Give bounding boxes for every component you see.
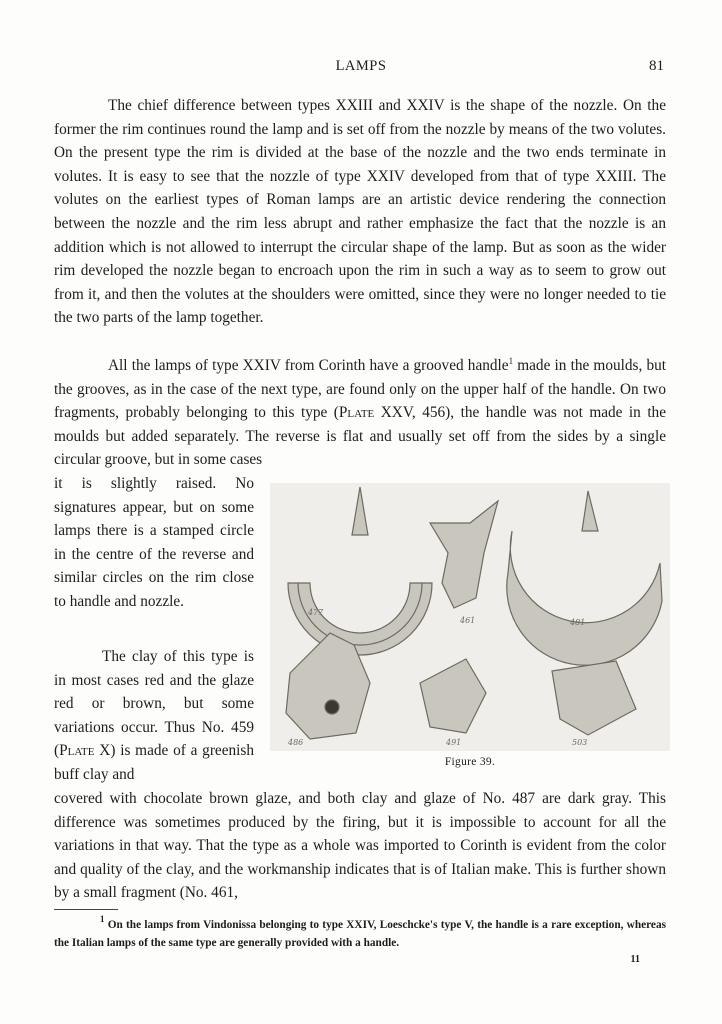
paragraph-2-part1: All the lamps of type XXIV from Corinth have a grooved handle <box>108 357 509 374</box>
fragment-461 <box>430 501 498 608</box>
footnote <box>54 916 666 952</box>
footnote-reference: 1 <box>508 356 514 366</box>
paragraph-3-column <box>54 645 254 787</box>
paragraph-3-continuation <box>54 787 666 905</box>
footnote-marker: 1 <box>100 914 105 924</box>
plate-reference: Plate <box>338 404 375 422</box>
fragment-label: 491 <box>446 738 462 747</box>
figure-39 <box>270 483 670 751</box>
signature-mark: 11 <box>630 954 640 965</box>
fragment-491 <box>420 659 486 733</box>
paragraph-2-part2: made in the moulds, but the grooves, as in the case of the next type, are found only on the upper half of the handle. On two fragments, probably belonging to this type ( <box>54 357 666 422</box>
paragraph-2 <box>54 354 666 472</box>
paragraph-3-column-text <box>54 645 254 787</box>
lamp-fragments-photo <box>270 483 670 751</box>
fragment-label: 503 <box>572 738 588 747</box>
paragraph-3-part1: The clay of this type is in most cases red and the glaze red or brown, but some variations occur. Thus No. 459 ( <box>54 648 254 760</box>
page-number: 81 <box>649 58 664 74</box>
paragraph-3-part2: X) is made of a greenish buff clay and <box>54 742 254 783</box>
running-title: LAMPS <box>335 58 387 74</box>
fragment-label: 486 <box>288 738 304 747</box>
paragraph-1 <box>54 94 666 330</box>
paragraph-3-continuation-text: covered with chocolate brown glaze, and both clay and glaze of No. 487 are dark gray. This difference was sometimes produced by the firing, but it is impossible to account for all the variations in that way. That the type as a whole was imported to Corinth is evident from the color and quality of the clay, and the workmanship indicates that is of Italian make. This is further shown by a small fragment (No. 461, <box>54 790 666 902</box>
fragment-481-handle <box>582 491 598 531</box>
paragraph-2-column-text: it is slightly raised. No signatures appear, but on some lamps there is a stamped circle in the centre of the reverse and similar circles on the rim close to handle and nozzle. <box>54 475 254 610</box>
fragment-503 <box>552 661 636 735</box>
fragment-label: 481 <box>570 618 586 627</box>
running-head <box>0 58 722 78</box>
footnote-body: On the lamps from Vindonissa belonging to type XXIV, Loeschcke's type V, the handle is a rare exception, whereas the Italian lamps of the same type are generally provided with a handle. <box>54 919 666 949</box>
footnote-rule <box>54 909 118 910</box>
paragraph-2-column <box>54 472 254 614</box>
paragraph-1-text: The chief difference between types XXIII and XXIV is the shape of the nozzle. On the former the rim continues round the lamp and is set off from the nozzle by means of the two volutes. On the present type the rim is divided at the base of the nozzle and the two ends terminate in volutes. It is easy to see that the nozzle of type XXIV developed from that of type XXIII. The volutes on the earliest types of Roman lamps are an artistic device rendering the connection between the nozzle and the rim less abrupt and rather emphasize the fact that the nozzle is an addition which is not allowed to interrupt the circular shape of the lamp. But as soon as the wider rim developed the nozzle began to encroach upon the rim in such a way as to seem to grow out from it, and then the volutes at the shoulders were omitted, since they were no longer needed to tie the two parts of the lamp together. <box>54 97 666 327</box>
paragraph-2-part3: XXV, 456), the handle was not made in the moulds but added separately. The reverse is flat and usually set off from the sides by a single circular groove, but in some cases <box>54 404 667 469</box>
figure-caption: Figure 39. <box>444 756 496 768</box>
fragment-label: 477 <box>308 608 324 617</box>
plate-reference: Plate <box>59 742 95 760</box>
fragment-label: 461 <box>460 616 476 625</box>
fragment-481 <box>507 531 662 665</box>
paragraph-2-text <box>54 354 666 472</box>
fragment-477-handle <box>352 487 368 535</box>
footnote-text <box>54 916 666 952</box>
